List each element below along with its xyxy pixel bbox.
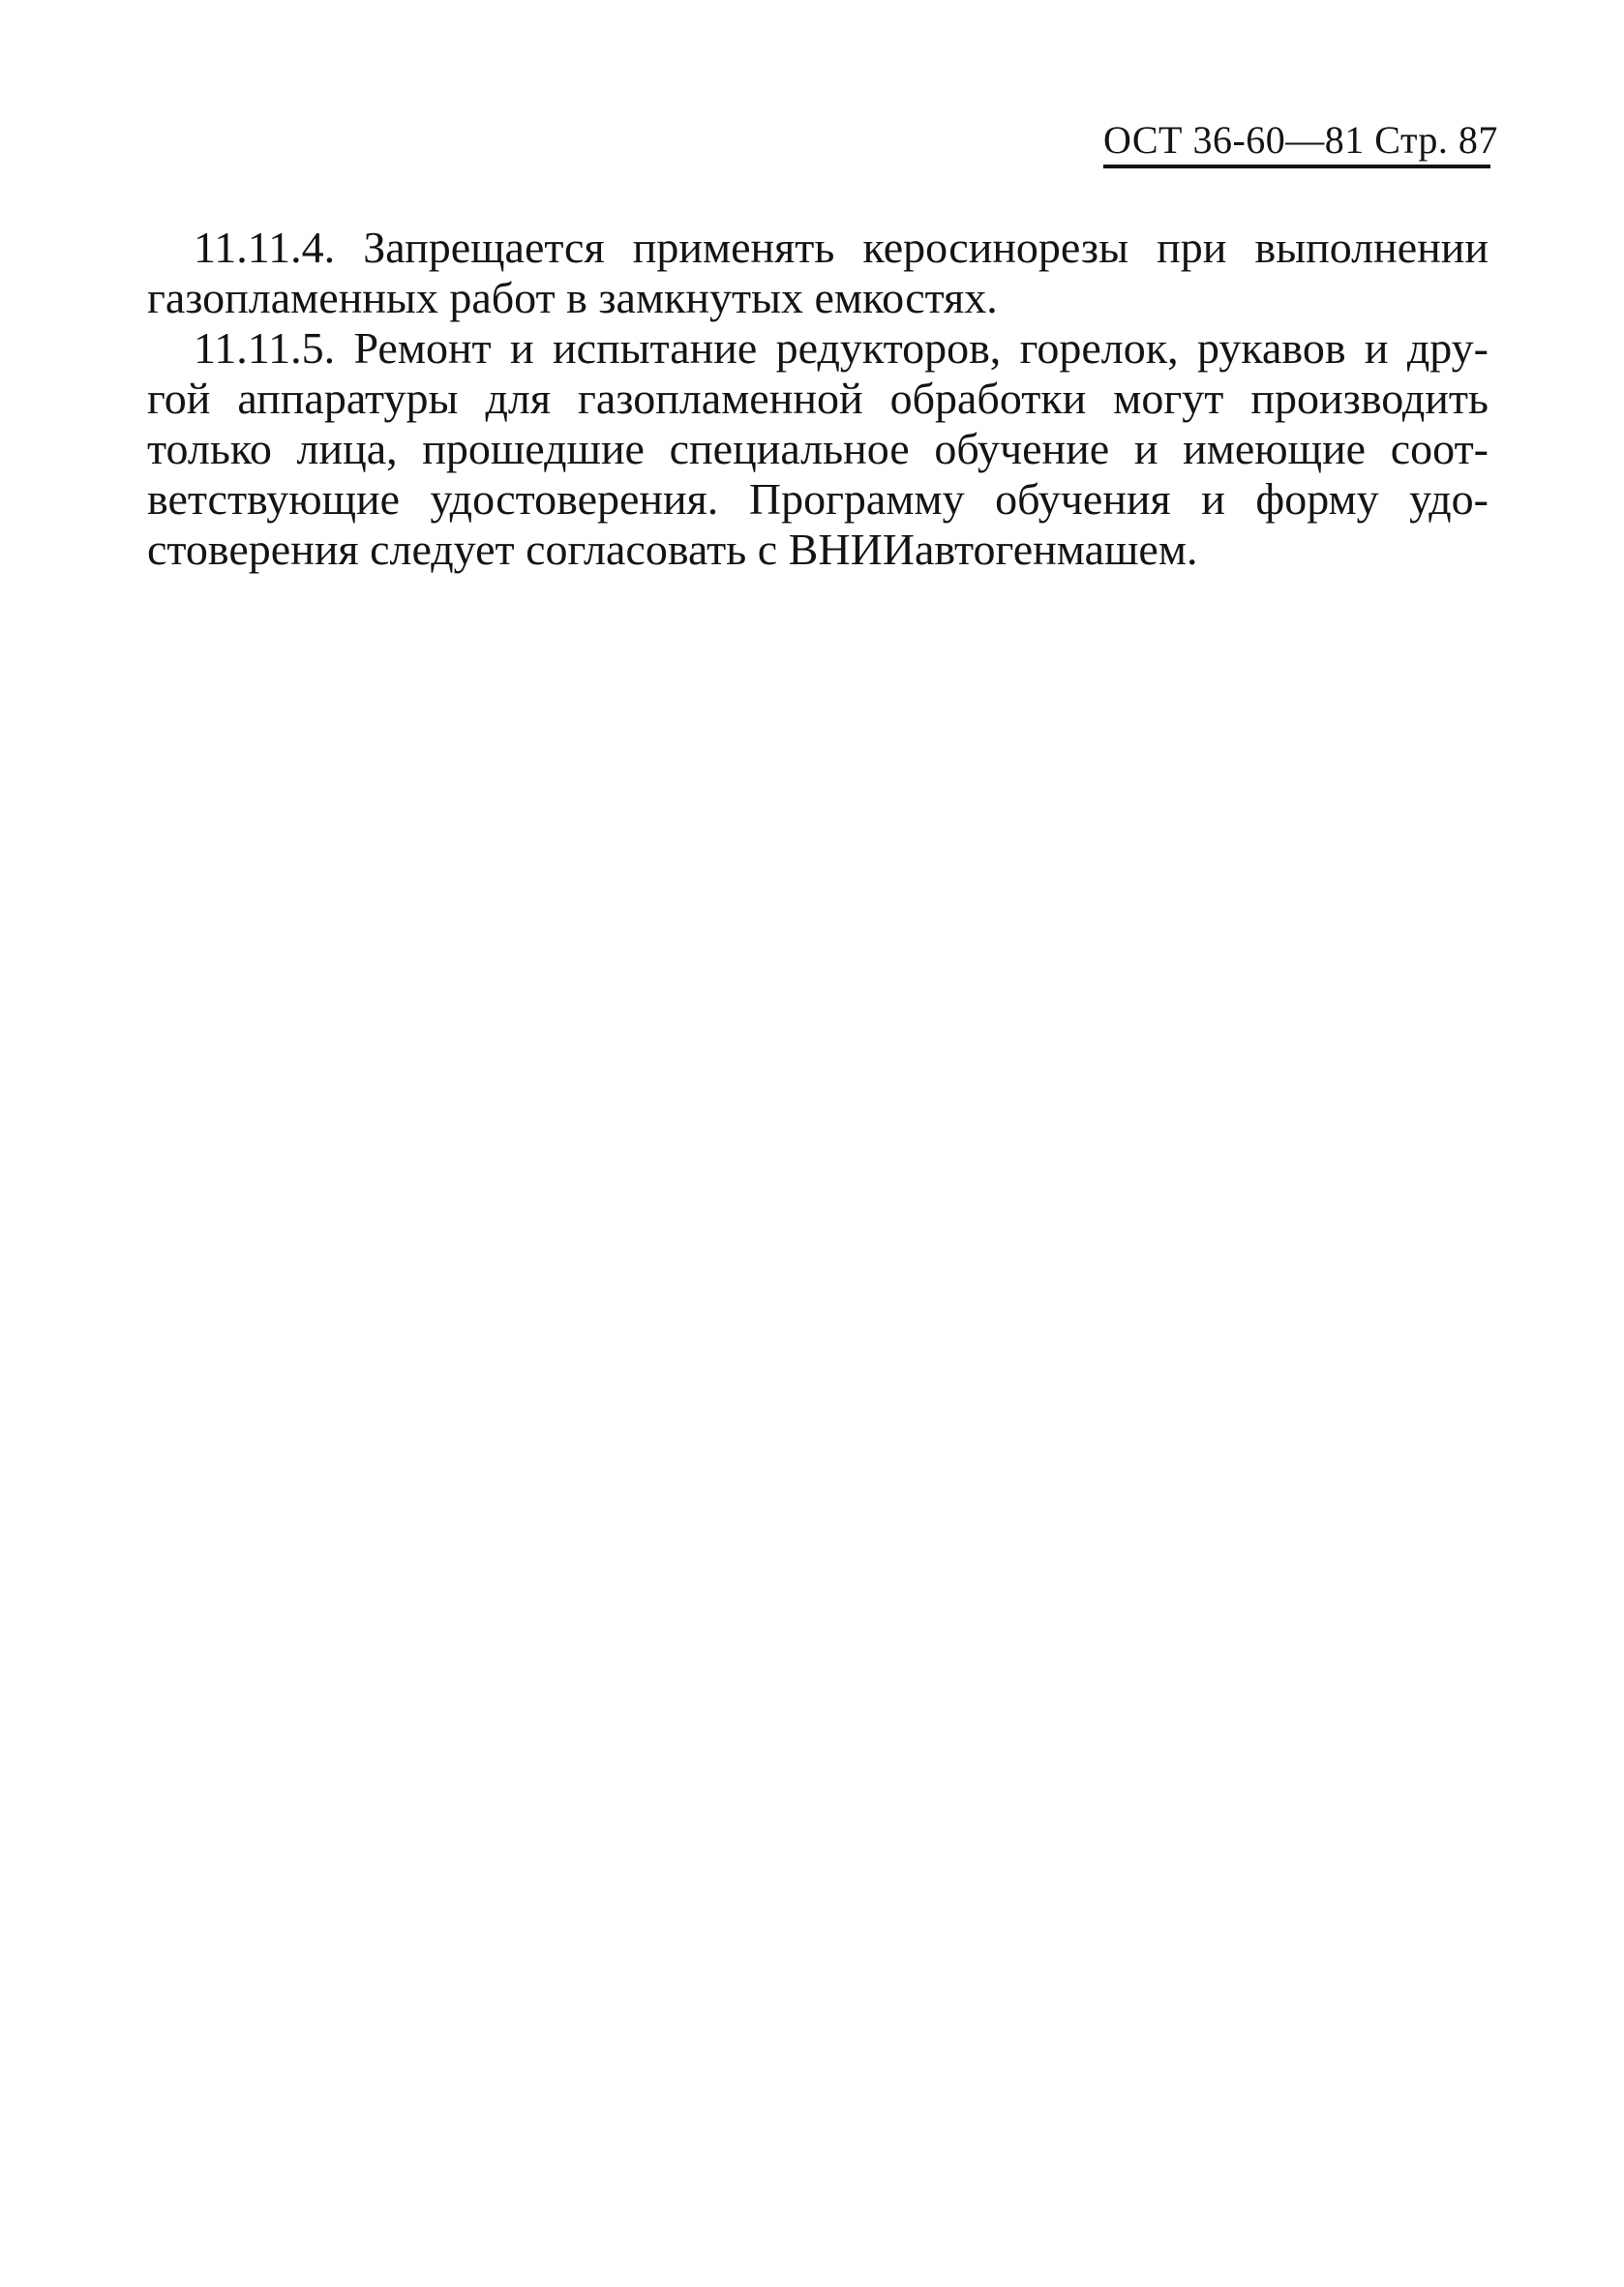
text-line: стоверения следует согласовать с ВНИИавтогенмашем.	[147, 525, 1198, 574]
text-line: 11.11.5. Ремонт и испытание редукторов, горелок, рукавов и дру-	[194, 323, 1489, 373]
paragraph-11-11-5	[147, 323, 1489, 575]
text-line: ветствующие удостоверения. Программу обучения и форму удо-	[147, 474, 1489, 524]
text-line: только лица, прошедшие специальное обучение и имеющие соот-	[147, 424, 1489, 473]
running-header: ОСТ 36-60—81 Стр. 87	[1103, 118, 1498, 162]
paragraph-11-11-4	[147, 223, 1489, 323]
header-underline	[1103, 165, 1490, 168]
text-line: 11.11.4. Запрещается применять керосинорезы при выполнении	[194, 223, 1489, 272]
text-line: гой аппаратуры для газопламенной обработки могут производить	[147, 374, 1489, 423]
document-body	[147, 223, 1489, 575]
text-line: газопламенных работ в замкнутых емкостях.	[147, 273, 998, 322]
